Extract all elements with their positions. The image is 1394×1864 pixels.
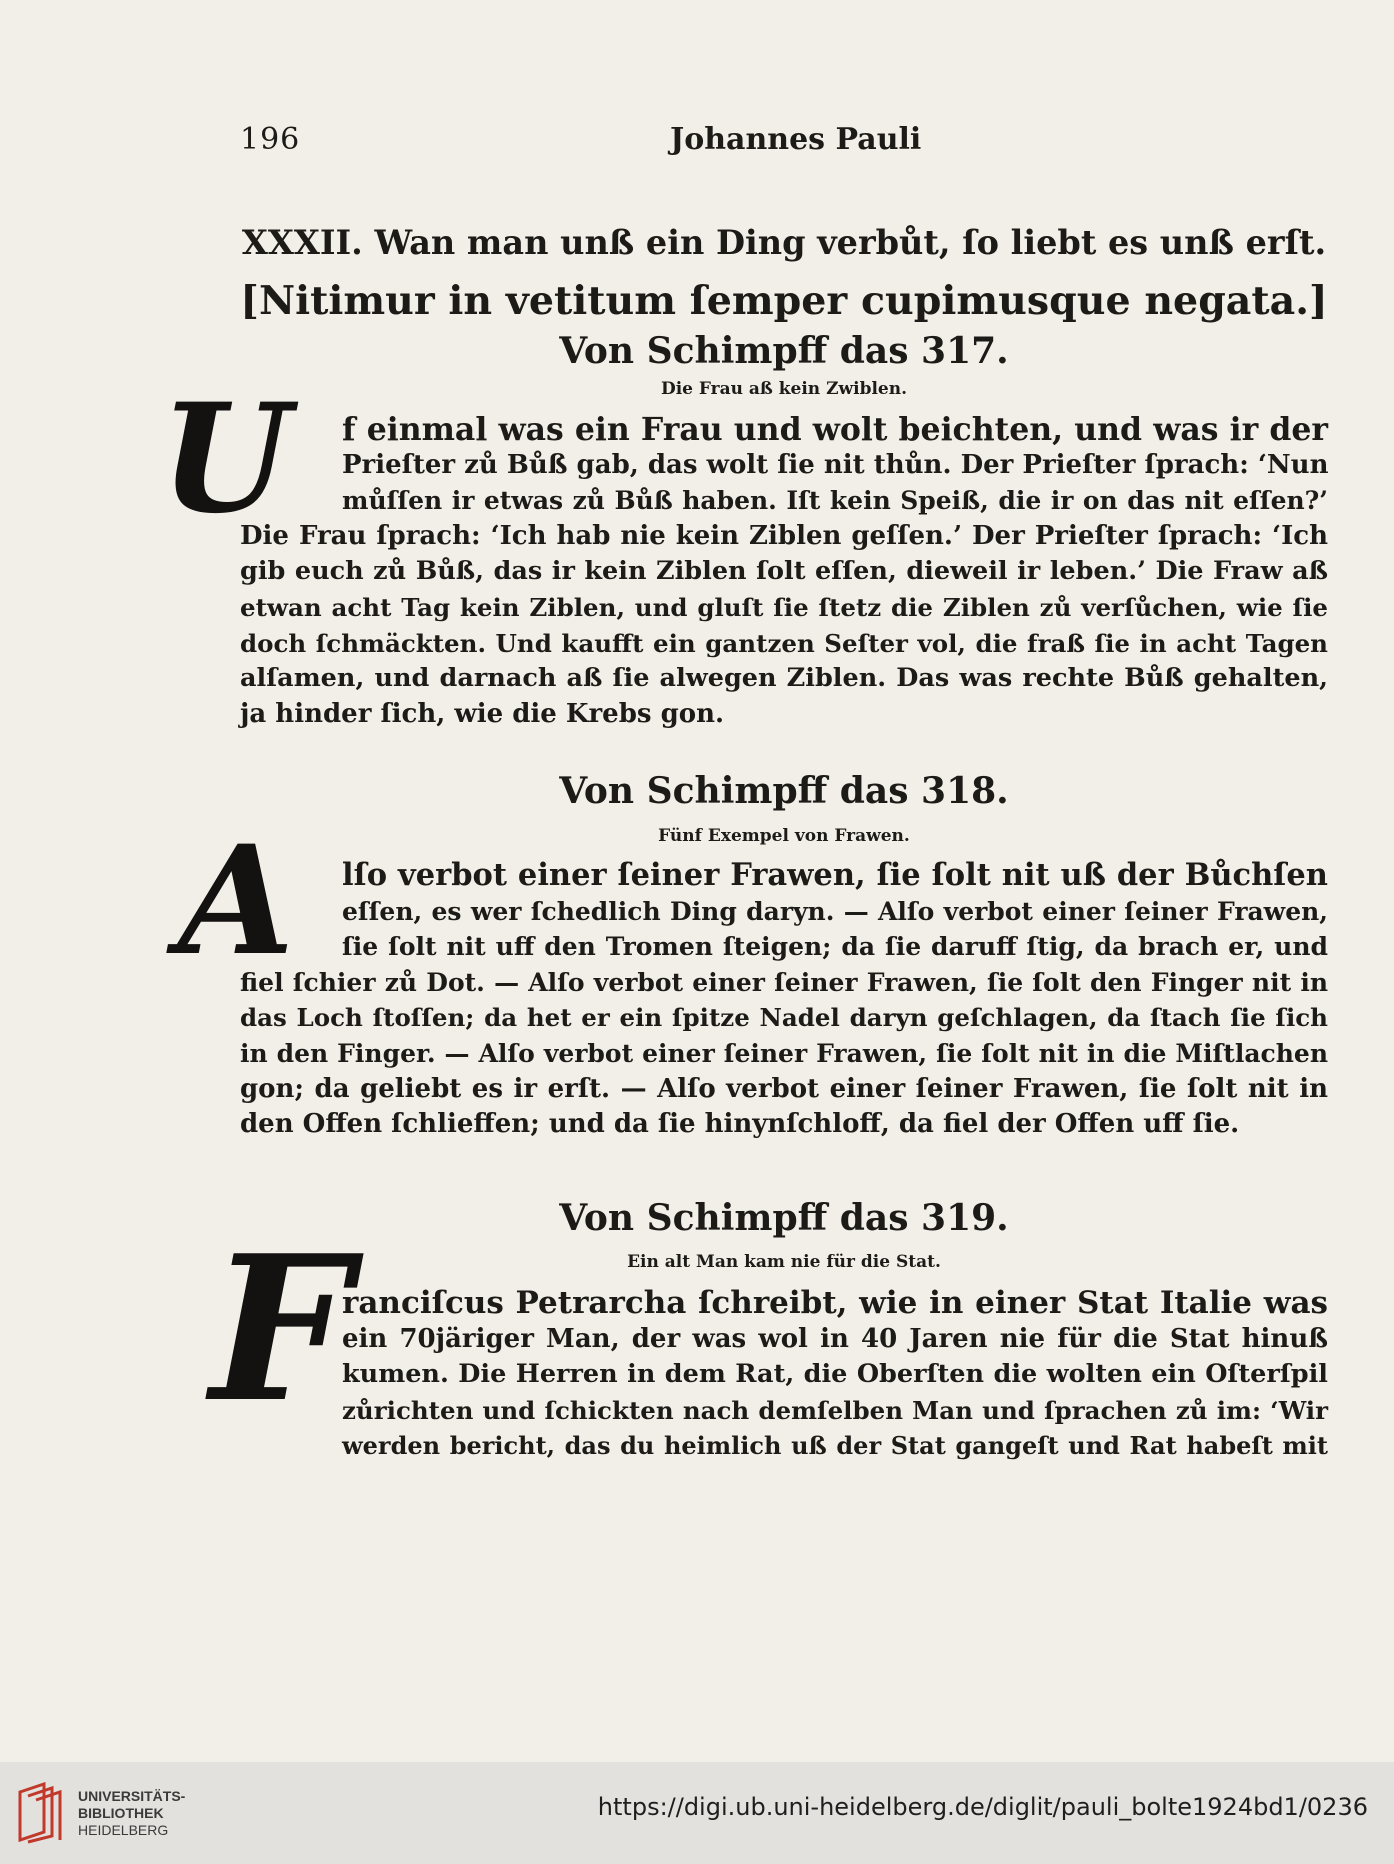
running-header <box>240 122 1328 162</box>
text-line: gib euch zů Bůß, das ir kein Ziblen ſolt eſſen, dieweil ir leben.’ Die Fraw aß <box>240 556 1328 587</box>
text-line: ein 70järiger Man, der was wol in 40 Jaren nie für die Stat hinuß <box>342 1323 1328 1354</box>
text-line: werden bericht, das du heimlich uß der Stat gangeſt und Rat habeſt mit <box>342 1431 1328 1461</box>
page-number: 196 <box>240 122 301 157</box>
drop-cap-f: F <box>210 1212 352 1447</box>
text-line: zůrichten und ſchickten nach demſelben Man und ſprachen zů im: ‘Wir <box>342 1395 1328 1425</box>
story-318-subheading: Fünf Exempel von Frawen. <box>658 826 910 846</box>
library-name-line-3: HEIDELBERG <box>78 1822 169 1838</box>
text-line: in den Finger. — Alſo verbot einer ſeiner Frawen, ſie ſolt nit in die Miſtlachen <box>240 1038 1328 1068</box>
text-line: das Loch ſtoſſen; da het er ein ſpitze Nadel daryn geſchlagen, da ſtach ſie ſich <box>240 1003 1328 1033</box>
text-line: můſſen ir etwas zů Bůß haben. Iſt kein Speiß, die ir on das nit eſſen?’ <box>342 486 1328 516</box>
story-318-heading: Von Schimpff das 318. <box>559 770 1009 812</box>
story-317-subheading: Die Frau aß kein Zwiblen. <box>660 379 908 399</box>
library-name <box>78 1788 185 1839</box>
story-319-heading: Von Schimpff das 319. <box>559 1197 1009 1239</box>
text-line: doch ſchmäckten. Und kaufft ein gantzen Seſter vol, die fraß ſie in acht Tagen <box>240 628 1328 658</box>
drop-cap-a: A <box>178 813 295 989</box>
text-line: Prieſter zů Bůß gab, das wolt ſie nit thůn. Der Prieſter ſprach: ‘Nun <box>342 449 1329 480</box>
text-line: lſo verbot einer ſeiner Frawen, ſie ſolt nit uß der Bůchſen <box>342 857 1328 893</box>
chapter-title-line-1: XXXII. Wan man unß ein Ding verbůt, ſo liebt es unß erſt. <box>241 223 1327 262</box>
drop-cap-u: U <box>160 371 291 547</box>
text-line: den Offen ſchlieffen; und da ſie hinynſchloff, da fiel der Offen uff ſie. <box>240 1109 1240 1140</box>
story-319-subheading: Ein alt Man kam nie für die Stat. <box>627 1252 941 1272</box>
story-319-text <box>240 1286 1328 1464</box>
story-318-text <box>240 858 1328 1143</box>
library-name-line-1: UNIVERSITÄTS- <box>78 1788 186 1804</box>
permalink-url[interactable]: https://digi.ub.uni-heidelberg.de/diglit/pauli_bolte1924bd1/0236 <box>597 1793 1368 1821</box>
text-line: eſſen, es wer ſchedlich Ding daryn. — Alſo verbot einer ſeiner Frawen, <box>342 896 1328 926</box>
text-line: gon; da geliebt es ir erſt. — Alſo verbot einer ſeiner Frawen, ſie ſolt nit in <box>240 1073 1328 1104</box>
text-line: ſie ſolt nit uff den Tromen ſteigen; da ſie daruff ſtig, da brach er, und <box>342 932 1328 962</box>
text-line: kumen. Die Herren in dem Rat, die Oberſten die wolten ein Oſterſpil <box>342 1359 1328 1390</box>
library-logo-icon <box>14 1782 66 1844</box>
text-line: fiel ſchier zů Dot. — Alſo verbot einer ſeiner Frawen, ſie ſolt den Finger nit in <box>240 967 1328 997</box>
text-line: Die Frau ſprach: ‘Ich hab nie kein Ziblen geſſen.’ Der Prieſter ſprach: ‘Ich <box>240 520 1328 551</box>
story-317-text <box>240 412 1328 732</box>
library-name-line-2: BIBLIOTHEK <box>78 1805 164 1821</box>
text-line: ranciſcus Petrarcha ſchreibt, wie in einer Stat Italie was <box>342 1285 1328 1321</box>
running-title: Johannes Pauli <box>670 122 922 157</box>
viewer-footer <box>0 1762 1394 1864</box>
text-line: f einmal was ein Frau und wolt beichten, und was ir der <box>342 411 1328 448</box>
text-line: alſamen, und darnach aß ſie alwegen Ziblen. Das was rechte Bůß gehalten, <box>240 663 1328 694</box>
story-317-heading: Von Schimpff das 317. <box>559 330 1009 372</box>
text-line: ja hinder ſich, wie die Krebs gon. <box>240 698 725 729</box>
chapter-title-line-2: [Nitimur in vetitum ſemper cupimusque negata.] <box>240 278 1328 324</box>
text-line: etwan acht Tag kein Ziblen, und gluſt ſie ſtetz die Ziblen zů verſůchen, wie ſie <box>240 592 1328 622</box>
chapter-title <box>240 214 1328 330</box>
